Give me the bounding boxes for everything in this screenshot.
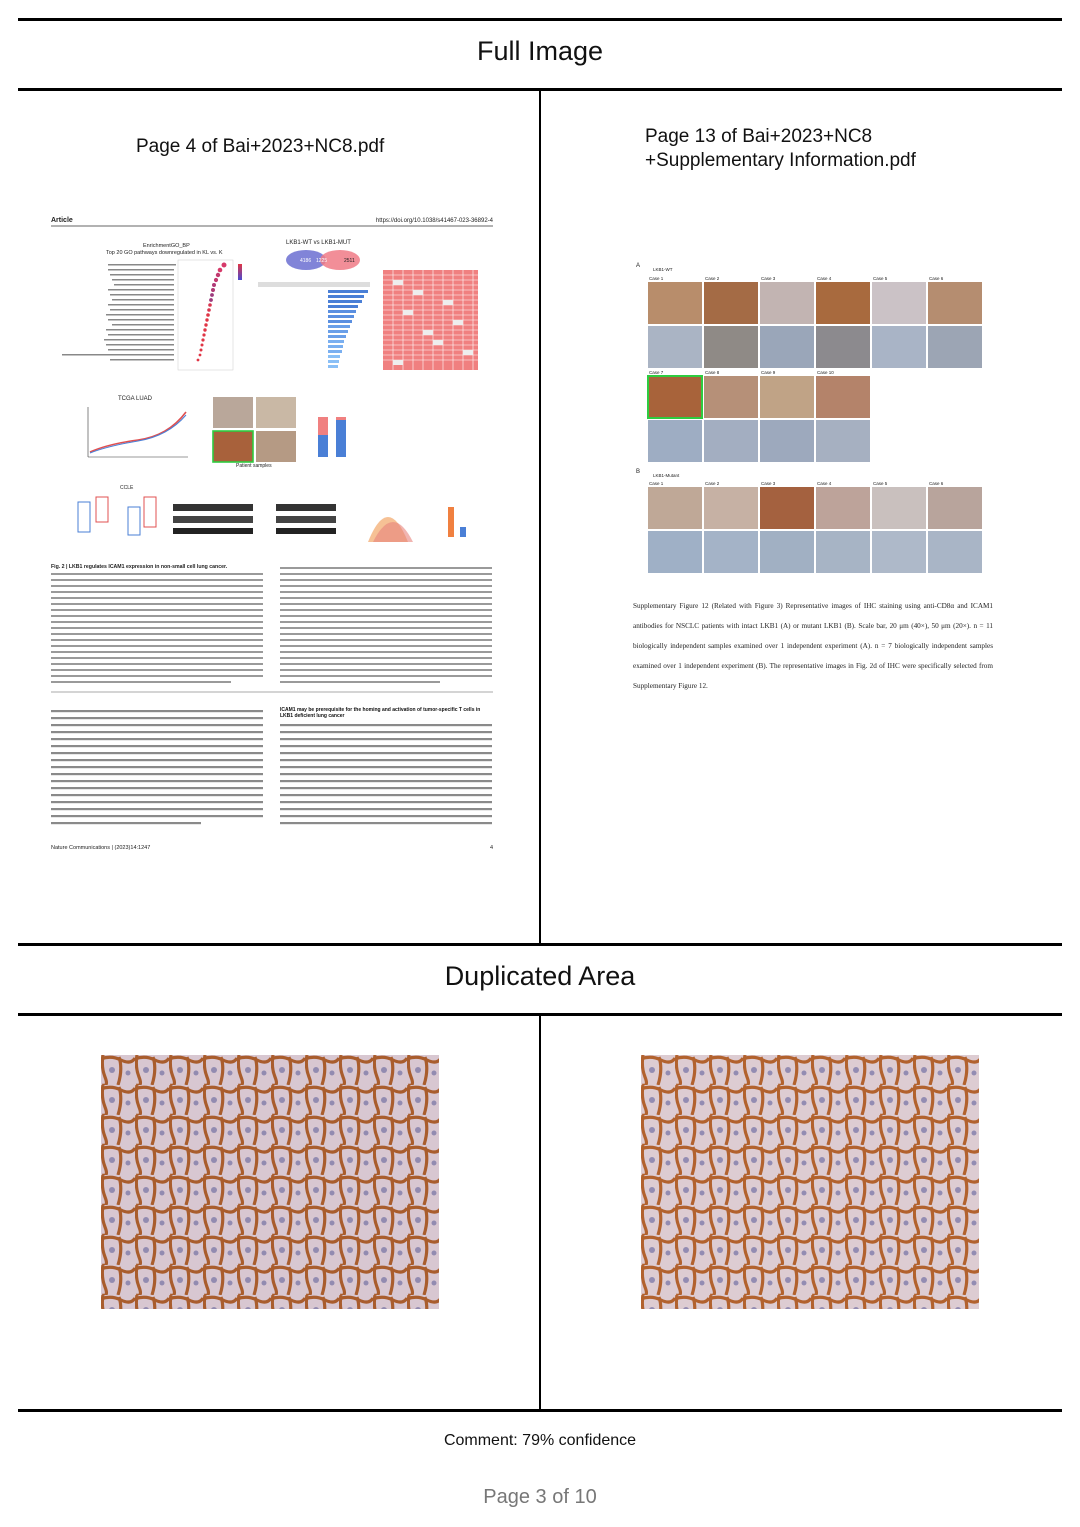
- section-b-letter: B: [636, 469, 641, 475]
- case-label: Case 6: [929, 276, 944, 281]
- panel-d-stacked-bars: [318, 417, 346, 457]
- page-number-footer: 4: [489, 845, 493, 851]
- right-page-thumbnail: [633, 258, 993, 698]
- ihc-grid-a-row4: [648, 420, 870, 462]
- fig-caption-title: Fig. 2 | LKB1 regulates ICAM1 expression in non-small cell lung cancer.: [51, 564, 228, 570]
- panel-e-box: [78, 497, 156, 535]
- case-label: Case 1: [649, 481, 664, 486]
- case-label: Case 8: [705, 370, 720, 375]
- case-label: Case 4: [817, 276, 832, 281]
- case-label: Case 4: [817, 481, 832, 486]
- panel-e-title: CCLE: [120, 485, 134, 491]
- panel-b-title: LKB1-WT vs LKB1-MUT: [286, 240, 351, 246]
- right-page-title: Page 13 of Bai+2023+NC8 +Supplementary Information.pdf: [645, 126, 916, 171]
- ihc-grid-b-row2: [648, 531, 982, 573]
- section-a-label: LKB1-WT: [653, 267, 673, 272]
- duplicated-crop-left: [101, 1055, 439, 1309]
- duplicated-area-heading: Duplicated Area: [444, 961, 636, 991]
- panel-d-ihc-grid: [213, 397, 296, 462]
- case-label: Case 6: [929, 481, 944, 486]
- panel-b-heatmap: [383, 270, 478, 370]
- ihc-crop-right-image: [641, 1055, 979, 1309]
- left-page-title: Page 4 of Bai+2023+NC8.pdf: [136, 136, 385, 157]
- ihc-grid-a-row3: [648, 376, 870, 418]
- left-page-thumbnail: [48, 212, 496, 852]
- case-label: Case 2: [705, 276, 720, 281]
- section-a-letter: A: [636, 263, 641, 269]
- ihc-grid-a-row2: [648, 326, 982, 368]
- comment-text: Comment: 79% confidence: [443, 1432, 637, 1449]
- panel-b-venn: [286, 250, 360, 270]
- column-divider-bottom: [539, 1016, 541, 1409]
- caption-text-lines: [51, 567, 492, 683]
- panel-c-curve: [88, 407, 188, 457]
- case-label: Case 10: [817, 370, 834, 375]
- ihc-crop-left-image: [101, 1055, 439, 1309]
- venn-left-count: 4186: [300, 258, 312, 264]
- case-label: Case 2: [705, 481, 720, 486]
- panel-c-title: TCGA LUAD: [118, 396, 153, 402]
- full-image-heading: Full Image: [476, 36, 604, 66]
- venn-right-count: 2511: [344, 258, 355, 264]
- case-label: Case 5: [873, 481, 888, 486]
- case-label: Case 9: [761, 370, 776, 375]
- duplicated-crop-right: [641, 1055, 979, 1309]
- top-rule: [18, 18, 1062, 21]
- panel-f-blot: [173, 504, 253, 534]
- case-label: Case 5: [873, 276, 888, 281]
- panel-a-title: EnrichmentGO_BP: [143, 243, 190, 249]
- left-page-render: [48, 212, 496, 852]
- column-divider-top: [539, 91, 541, 943]
- section-heading: ICAM1 may be prerequisite for the homing and activation of tumor-specific T cells in LKB1 deficient lung cancer: [280, 707, 481, 719]
- ihc-grid-b-row1: [648, 487, 982, 529]
- doi-text: https://doi.org/10.1038/s41467-023-36892-4: [375, 218, 493, 224]
- section-b-label: LKB1-Mutant: [653, 473, 680, 478]
- journal-footer: Nature Communications | (2023)14:1247: [51, 845, 151, 851]
- bottom-rule: [18, 1409, 1062, 1412]
- panel-g-blot: [276, 504, 336, 534]
- panel-d-label: Patient samples: [236, 463, 272, 469]
- case-label: Case 7: [649, 370, 664, 375]
- body-text-lines: [51, 710, 492, 824]
- article-label: Article: [51, 217, 73, 224]
- page-footer: Page 3 of 10: [483, 1486, 597, 1508]
- case-label: Case 3: [761, 481, 776, 486]
- right-page-render: [633, 258, 993, 698]
- duplicated-top-rule: [18, 943, 1062, 946]
- panel-a-dotplot: [62, 260, 242, 370]
- panel-a-subtitle: Top 20 GO pathways downregulated in KL vs. K: [106, 250, 223, 256]
- case-label: Case 3: [761, 276, 776, 281]
- panel-b-bars: [258, 282, 370, 368]
- supplementary-caption: Supplementary Figure 12 (Related with Figure 3) Representative images of IHC staining using anti-CD8α and ICAM1 antibodies for NSCLC patients with intact LKB1 (A) or mutant LKB1 (B). Scale bar, 20 μm (40×), 50 μm (20×). n = 11 biologically independent samples examined over 1 independent experiment (A). n = 7 biologically independent samples examined over 1 independent experiment (B). The representative images in Fig. 2d of IHC were specifically selected from Supplementary Figure 12.: [633, 602, 993, 690]
- case-label: Case 1: [649, 276, 664, 281]
- panel-h-histogram: [368, 507, 466, 542]
- venn-mid-count: 1225: [316, 258, 328, 264]
- ihc-grid-a-row1: [648, 282, 982, 324]
